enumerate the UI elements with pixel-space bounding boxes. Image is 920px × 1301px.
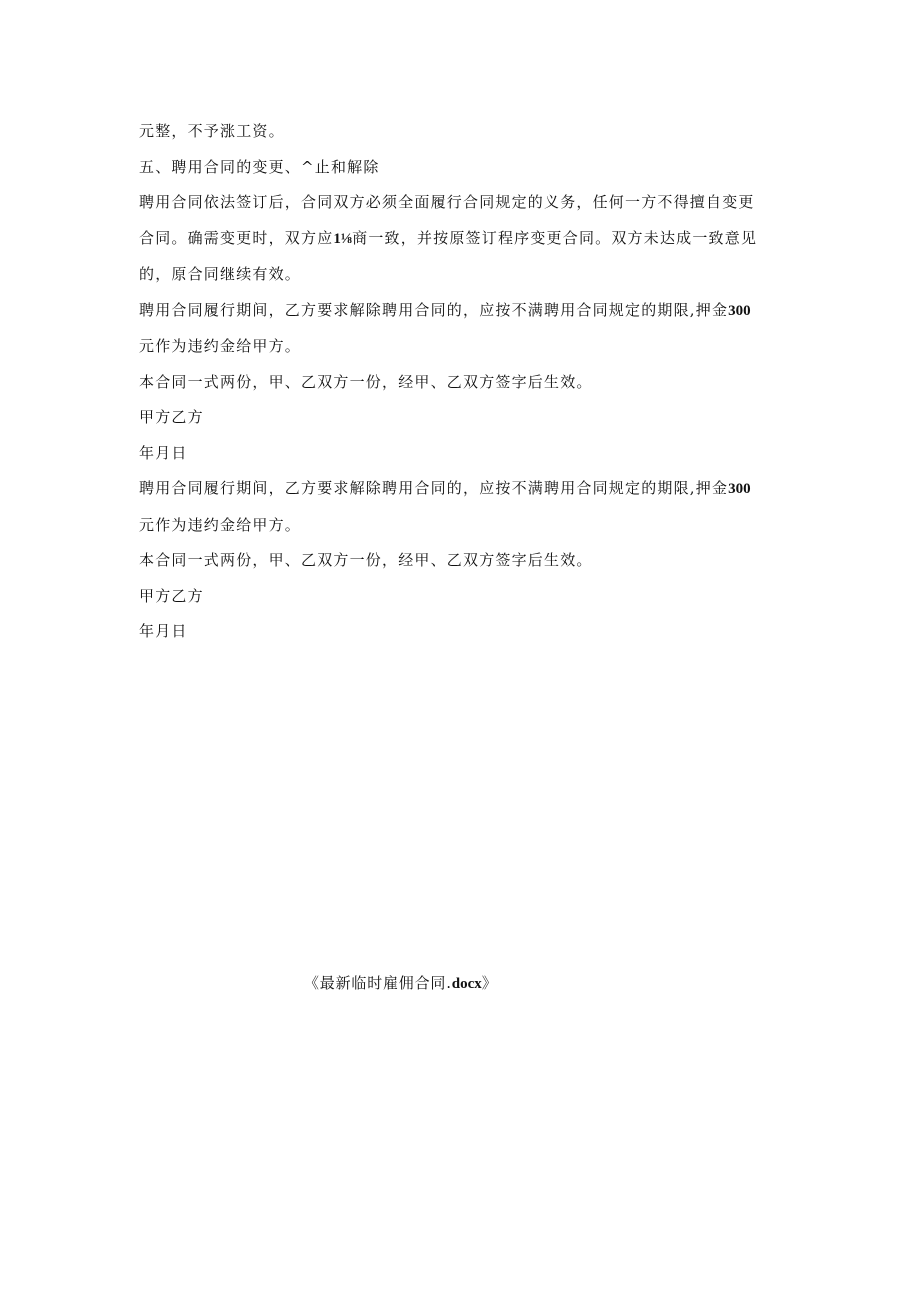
paragraph-line: 聘用合同依法签订后，合同双方必须全面履行合同规定的义务，任何一方不得擅自变更	[139, 193, 755, 211]
paragraph-line: 本合同一式两份，甲、乙双方一份，经甲、乙双方签字后生效。	[139, 551, 593, 569]
document-body	[139, 114, 789, 650]
paragraph-line: 元整，不予涨工资。	[139, 122, 285, 140]
signature-parties: 甲方乙方	[139, 586, 204, 605]
paragraph-line: 本合同一式两份，甲、乙双方一份，经甲、乙双方签字后生效。	[139, 372, 593, 391]
paragraph-line: 聘用合同履行期间，乙方要求解除聘用合同的，应按不满聘用合同规定的期限,押金300	[139, 300, 751, 319]
signature-date: 年月日	[139, 443, 188, 462]
signature-parties: 甲方乙方	[139, 408, 204, 426]
signature-date: 年月日	[139, 622, 188, 640]
document-footer: 《最新临时雇佣合同.docx》	[304, 974, 498, 992]
paragraph-line: 元作为违约金给甲方。	[139, 337, 302, 355]
paragraph-line: 合同。确需变更时，双方应1⅛商一致，并按原签订程序变更合同。双方未达成一致意见	[139, 228, 758, 247]
paragraph-line: 元作为违约金给甲方。	[139, 515, 302, 534]
paragraph-line: 的，原合同继续有效。	[139, 265, 302, 283]
paragraph-line: 聘用合同履行期间，乙方要求解除聘用合同的，应按不满聘用合同规定的期限,押金300	[139, 479, 751, 497]
section-heading: 五、聘用合同的变更、^止和解除	[139, 157, 380, 176]
